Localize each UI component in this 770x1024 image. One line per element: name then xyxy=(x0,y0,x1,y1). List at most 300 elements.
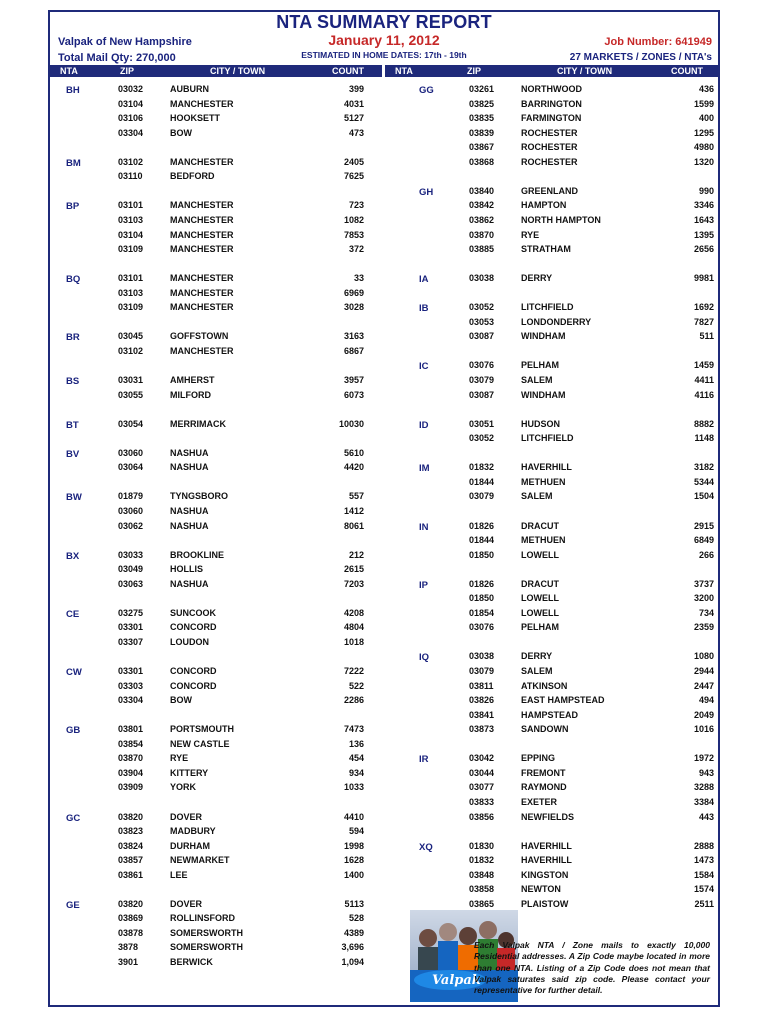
city-town: DRACUT xyxy=(521,578,559,589)
zip-code: 03106 xyxy=(118,113,144,124)
table-row xyxy=(385,620,720,634)
city-town: HOOKSETT xyxy=(170,113,221,124)
report-header xyxy=(48,10,720,76)
city-town: SOMERSWORTH xyxy=(170,942,243,953)
count-value: 5610 xyxy=(343,447,364,458)
table-row xyxy=(385,358,720,372)
count-value: 4208 xyxy=(343,607,364,618)
col-city: CITY / TOWN xyxy=(557,66,613,76)
zip-code: 03873 xyxy=(469,724,495,735)
zip-code: 03103 xyxy=(118,214,144,225)
city-town: NEW CASTLE xyxy=(170,738,230,749)
zip-code: 03101 xyxy=(118,200,144,211)
city-town: NORTH HAMPTON xyxy=(521,214,601,225)
estimated-dates: ESTIMATED IN HOME DATES: 17th - 19th xyxy=(301,50,467,60)
count-value: 3182 xyxy=(693,462,714,473)
nta-code: GC xyxy=(66,812,81,824)
zip-code: 03110 xyxy=(118,171,143,182)
job-number: Job Number: 641949 xyxy=(604,36,712,48)
table-row xyxy=(48,940,383,954)
table-row xyxy=(48,126,383,140)
nta-code: BP xyxy=(66,201,80,213)
count-value: 7203 xyxy=(343,578,364,589)
col-city: CITY / TOWN xyxy=(210,66,266,76)
count-value: 511 xyxy=(699,331,714,342)
nta-code: GG xyxy=(419,85,434,96)
nta-code: GB xyxy=(66,725,81,737)
city-town: DERRY xyxy=(521,273,553,284)
nta-code: BT xyxy=(66,419,79,431)
city-town: MANCHESTER xyxy=(170,98,234,109)
table-row xyxy=(385,198,720,212)
count-value: 943 xyxy=(698,767,714,778)
count-value: 934 xyxy=(348,767,364,778)
count-value: 3163 xyxy=(343,331,364,342)
zip-code: 03101 xyxy=(118,273,144,284)
city-town: DOVER xyxy=(170,898,203,909)
zip-code: 03825 xyxy=(469,98,495,109)
count-value: 7827 xyxy=(693,316,714,327)
count-value: 266 xyxy=(698,549,714,560)
table-row xyxy=(48,897,383,911)
count-value: 1400 xyxy=(343,869,364,880)
col-zip: ZIP xyxy=(467,66,482,76)
city-town: METHUEN xyxy=(521,535,566,546)
city-town: MANCHESTER xyxy=(170,156,234,167)
nta-code: IP xyxy=(419,579,428,591)
city-town: NASHUA xyxy=(170,462,209,473)
zip-code: 03304 xyxy=(118,695,144,706)
count-value: 2359 xyxy=(693,622,714,633)
zip-code: 03870 xyxy=(469,229,495,240)
table-row xyxy=(385,751,720,765)
zip-code: 03301 xyxy=(118,622,144,633)
count-value: 4980 xyxy=(693,142,714,153)
city-town: DOVER xyxy=(170,811,203,822)
right-column-header xyxy=(385,65,718,77)
zip-code: 03079 xyxy=(469,491,495,502)
table-row xyxy=(385,897,720,911)
count-value: 9981 xyxy=(693,273,714,284)
table-row xyxy=(48,664,383,678)
zip-code: 03823 xyxy=(118,826,144,837)
table-row xyxy=(48,417,383,431)
table-row xyxy=(48,606,383,620)
count-value: 1574 xyxy=(693,884,714,895)
city-town: AMHERST xyxy=(170,375,215,385)
city-town: SANDOWN xyxy=(521,724,569,735)
count-value: 10030 xyxy=(338,418,364,429)
count-value: 1412 xyxy=(343,505,364,516)
table-row xyxy=(48,228,383,242)
table-row xyxy=(385,649,720,663)
table-row xyxy=(385,795,720,809)
city-town: NASHUA xyxy=(170,505,209,516)
table-row xyxy=(385,184,720,198)
count-value: 4389 xyxy=(343,927,364,938)
count-value: 1080 xyxy=(693,651,714,662)
city-town: ROCHESTER xyxy=(521,156,578,167)
count-value: 7222 xyxy=(343,666,364,676)
table-row xyxy=(385,853,720,867)
count-value: 1,094 xyxy=(341,957,364,967)
table-row xyxy=(48,344,383,358)
count-value: 136 xyxy=(348,738,364,749)
zip-code: 03055 xyxy=(118,389,144,400)
zip-code: 03064 xyxy=(118,462,144,473)
count-value: 2049 xyxy=(693,709,714,720)
city-town: METHUEN xyxy=(521,476,566,487)
count-value: 3346 xyxy=(693,200,714,211)
nta-code: CW xyxy=(66,667,82,678)
table-row xyxy=(385,548,720,562)
count-value: 443 xyxy=(698,811,714,822)
city-town: BOW xyxy=(170,695,192,706)
col-zip: ZIP xyxy=(120,66,135,76)
table-row xyxy=(385,97,720,111)
nta-code: BR xyxy=(66,332,80,344)
zip-code: 03103 xyxy=(118,287,144,298)
table-row xyxy=(385,766,720,780)
table-row xyxy=(385,868,720,882)
count-value: 372 xyxy=(348,244,364,255)
count-value: 1643 xyxy=(693,214,714,225)
zip-code: 03820 xyxy=(118,811,144,822)
count-value: 436 xyxy=(698,84,714,94)
city-town: SUNCOOK xyxy=(170,607,217,618)
table-row xyxy=(385,315,720,329)
count-value: 7625 xyxy=(343,171,364,182)
nta-code: IR xyxy=(419,754,429,766)
nta-code: IQ xyxy=(419,652,430,664)
count-value: 3,696 xyxy=(341,942,364,953)
zip-code: 03869 xyxy=(118,913,144,924)
table-row xyxy=(385,810,720,824)
count-value: 2656 xyxy=(693,244,714,255)
count-value: 1320 xyxy=(693,156,714,167)
zip-code: 03102 xyxy=(118,156,144,167)
city-town: DERRY xyxy=(521,651,553,662)
city-town: PORTSMOUTH xyxy=(170,724,234,735)
table-row xyxy=(385,431,720,445)
zip-code: 03051 xyxy=(469,418,495,429)
zip-code: 03867 xyxy=(469,142,495,153)
table-row xyxy=(48,548,383,562)
zip-code: 03878 xyxy=(118,927,144,938)
city-town: MANCHESTER xyxy=(170,200,234,211)
city-town: MANCHESTER xyxy=(170,229,234,240)
table-row xyxy=(385,213,720,227)
zip-code: 03109 xyxy=(118,244,144,255)
zip-code: 03087 xyxy=(469,389,495,400)
table-row xyxy=(48,300,383,314)
table-row xyxy=(385,126,720,140)
table-row xyxy=(48,722,383,736)
city-town: WINDHAM xyxy=(521,389,566,400)
count-value: 3028 xyxy=(343,302,364,313)
count-value: 6969 xyxy=(343,287,364,298)
zip-code: 03054 xyxy=(118,418,144,429)
zip-code: 03042 xyxy=(469,753,495,764)
table-row xyxy=(48,780,383,794)
count-value: 4116 xyxy=(694,389,714,400)
count-value: 1082 xyxy=(343,214,364,225)
zip-code: 03868 xyxy=(469,156,495,167)
table-row xyxy=(385,373,720,387)
table-row xyxy=(48,693,383,707)
count-value: 400 xyxy=(698,113,714,124)
table-row xyxy=(48,620,383,634)
city-town: LITCHFIELD xyxy=(521,433,574,444)
report-date: January 11, 2012 xyxy=(328,32,440,48)
zip-code: 03840 xyxy=(469,185,495,196)
table-row xyxy=(48,635,383,649)
table-row xyxy=(385,417,720,431)
count-value: 2915 xyxy=(693,520,714,531)
col-count: COUNT xyxy=(332,66,364,76)
city-town: NEWMARKET xyxy=(170,855,230,866)
city-town: MADBURY xyxy=(170,826,216,837)
table-row xyxy=(385,693,720,707)
table-row xyxy=(48,388,383,402)
count-value: 6867 xyxy=(343,345,364,356)
zip-code: 03862 xyxy=(469,214,495,225)
city-town: EAST HAMPSTEAD xyxy=(521,695,605,706)
zip-code: 03077 xyxy=(469,782,495,793)
zip-code: 03904 xyxy=(118,767,144,778)
count-value: 1972 xyxy=(693,753,714,764)
city-town: MANCHESTER xyxy=(170,287,234,298)
zip-code: 03062 xyxy=(118,520,144,531)
count-value: 8882 xyxy=(693,418,714,429)
city-town: LOWELL xyxy=(521,607,559,618)
zip-code: 03303 xyxy=(118,680,144,691)
table-row xyxy=(385,242,720,256)
table-row xyxy=(48,839,383,853)
nta-code: BH xyxy=(66,85,80,96)
city-town: EXETER xyxy=(521,796,558,807)
count-value: 1998 xyxy=(343,840,364,851)
city-town: STRATHAM xyxy=(521,244,571,255)
count-value: 399 xyxy=(348,84,364,94)
zip-code: 03052 xyxy=(469,433,495,444)
table-row xyxy=(48,489,383,503)
count-value: 1018 xyxy=(343,636,364,647)
city-town: AUBURN xyxy=(170,84,209,94)
zip-code: 03038 xyxy=(469,273,495,284)
valpak-logo: Valpak xyxy=(432,973,481,988)
city-town: HAVERHILL xyxy=(521,855,572,866)
count-value: 1599 xyxy=(693,98,714,109)
nta-code: XQ xyxy=(419,841,433,853)
city-town: LOWELL xyxy=(521,549,559,560)
count-value: 4411 xyxy=(694,375,714,385)
count-value: 33 xyxy=(353,273,364,284)
count-value: 1033 xyxy=(343,782,364,793)
table-row xyxy=(48,853,383,867)
count-value: 212 xyxy=(348,549,364,560)
table-row xyxy=(48,373,383,387)
city-town: KITTERY xyxy=(170,767,209,778)
count-value: 2405 xyxy=(343,156,364,167)
zip-code: 03909 xyxy=(118,782,144,793)
zip-code: 03044 xyxy=(469,767,495,778)
zip-code: 03885 xyxy=(469,244,495,255)
city-town: LOWELL xyxy=(521,593,559,604)
count-value: 734 xyxy=(698,607,714,618)
table-row xyxy=(48,242,383,256)
count-value: 1295 xyxy=(693,127,714,138)
zip-code: 01844 xyxy=(469,476,495,487)
count-value: 1395 xyxy=(693,229,714,240)
city-town: SALEM xyxy=(521,375,553,385)
count-value: 454 xyxy=(348,753,364,764)
zip-code: 03301 xyxy=(118,666,144,676)
zip-code: 01850 xyxy=(469,549,495,560)
table-row xyxy=(48,926,383,940)
zip-code: 03858 xyxy=(469,884,495,895)
city-town: ROLLINSFORD xyxy=(170,913,235,924)
zip-code: 03053 xyxy=(469,316,495,327)
zip-code: 03079 xyxy=(469,375,495,385)
table-row xyxy=(48,911,383,925)
count-value: 528 xyxy=(348,913,364,924)
zip-code: 03870 xyxy=(118,753,144,764)
city-town: NASHUA xyxy=(170,520,209,531)
zip-code: 03102 xyxy=(118,345,144,356)
count-value: 3737 xyxy=(693,578,714,589)
city-town: HUDSON xyxy=(521,418,561,429)
table-row xyxy=(385,271,720,285)
city-town: NASHUA xyxy=(170,447,209,458)
table-row xyxy=(385,839,720,853)
col-nta: NTA xyxy=(395,66,413,76)
zip-code: 03811 xyxy=(469,680,494,691)
city-town: MILFORD xyxy=(170,389,211,400)
city-town: MANCHESTER xyxy=(170,244,234,255)
zip-code: 03076 xyxy=(469,622,495,633)
city-town: BROOKLINE xyxy=(170,549,224,560)
company-name: Valpak of New Hampshire xyxy=(58,36,192,48)
zip-code: 01832 xyxy=(469,462,495,473)
table-row xyxy=(385,388,720,402)
city-town: BEDFORD xyxy=(170,171,215,182)
zip-code: 01854 xyxy=(469,607,495,618)
city-town: MANCHESTER xyxy=(170,302,234,313)
city-town: NEWFIELDS xyxy=(521,811,574,822)
city-town: KINGSTON xyxy=(521,869,569,880)
city-town: PLAISTOW xyxy=(521,898,569,909)
city-town: EPPING xyxy=(521,753,556,764)
table-row xyxy=(48,82,383,96)
table-row xyxy=(385,591,720,605)
count-value: 1459 xyxy=(693,360,714,371)
zip-code: 3878 xyxy=(118,942,139,953)
city-town: DURHAM xyxy=(170,840,210,851)
count-value: 1692 xyxy=(693,302,714,313)
zip-code: 03826 xyxy=(469,695,495,706)
city-town: MERRIMACK xyxy=(170,418,226,429)
zip-code: 03856 xyxy=(469,811,495,822)
city-town: CONCORD xyxy=(170,680,217,691)
table-row xyxy=(48,155,383,169)
zip-code: 03801 xyxy=(118,724,144,735)
markets-count: 27 MARKETS / ZONES / NTA's xyxy=(569,52,712,63)
table-row xyxy=(385,460,720,474)
count-value: 494 xyxy=(698,695,714,706)
count-value: 1628 xyxy=(343,855,364,866)
count-value: 1584 xyxy=(693,869,714,880)
zip-code: 03038 xyxy=(469,651,495,662)
table-row xyxy=(385,475,720,489)
zip-code: 03842 xyxy=(469,200,495,211)
table-row xyxy=(48,955,383,969)
count-value: 2447 xyxy=(693,680,714,691)
count-value: 473 xyxy=(348,127,364,138)
count-value: 5113 xyxy=(344,898,364,909)
table-row xyxy=(385,533,720,547)
count-value: 2944 xyxy=(693,666,714,676)
table-row xyxy=(48,460,383,474)
zip-code: 03052 xyxy=(469,302,495,313)
zip-code: 01826 xyxy=(469,520,495,531)
nta-code: BX xyxy=(66,550,80,562)
zip-code: 03109 xyxy=(118,302,144,313)
col-nta: NTA xyxy=(60,66,78,76)
city-town: GREENLAND xyxy=(521,185,579,196)
table-row xyxy=(385,606,720,620)
city-town: SALEM xyxy=(521,491,553,502)
city-town: BOW xyxy=(170,127,192,138)
city-town: SOMERSWORTH xyxy=(170,927,243,938)
table-row xyxy=(48,824,383,838)
table-row xyxy=(48,577,383,591)
nta-code: ID xyxy=(419,419,429,431)
count-value: 3200 xyxy=(693,593,714,604)
zip-code: 03076 xyxy=(469,360,495,371)
table-row xyxy=(48,446,383,460)
count-value: 1473 xyxy=(693,855,714,866)
table-row xyxy=(48,271,383,285)
count-value: 4031 xyxy=(343,98,364,109)
city-town: HAMPTON xyxy=(521,200,567,211)
table-row xyxy=(385,519,720,533)
city-town: RAYMOND xyxy=(521,782,567,793)
city-town: HAVERHILL xyxy=(521,462,572,473)
count-value: 1016 xyxy=(693,724,714,735)
count-value: 3288 xyxy=(693,782,714,793)
table-row xyxy=(48,766,383,780)
count-value: 3957 xyxy=(343,375,364,385)
count-value: 4804 xyxy=(343,622,364,633)
nta-code: GE xyxy=(66,899,80,911)
table-row xyxy=(48,810,383,824)
table-row xyxy=(48,751,383,765)
count-value: 6849 xyxy=(693,535,714,546)
city-town: HAVERHILL xyxy=(521,840,572,851)
city-town: RYE xyxy=(521,229,540,240)
city-town: ROCHESTER xyxy=(521,142,578,153)
count-value: 7473 xyxy=(343,724,364,735)
city-town: CONCORD xyxy=(170,622,217,633)
city-town: NORTHWOOD xyxy=(521,84,582,94)
city-town: LITCHFIELD xyxy=(521,302,574,313)
zip-code: 01832 xyxy=(469,855,495,866)
city-town: TYNGSBORO xyxy=(170,491,229,502)
city-town: LOUDON xyxy=(170,636,209,647)
count-value: 723 xyxy=(348,200,364,211)
table-row xyxy=(385,300,720,314)
